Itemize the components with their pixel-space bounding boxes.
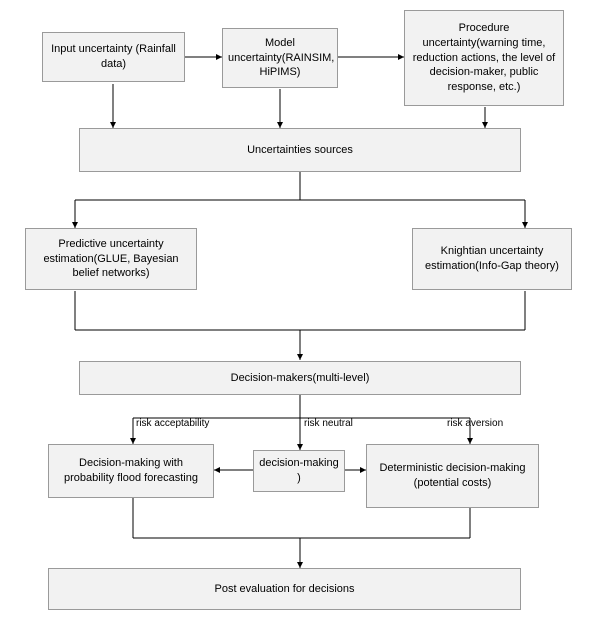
- node-knightian-uncertainty-label: Knightian uncertainty estimation(Info-Gap theory): [425, 245, 559, 272]
- node-probability-flood-forecasting[interactable]: [48, 444, 214, 498]
- node-uncertainties-sources[interactable]: [79, 128, 521, 172]
- node-procedure-uncertainty-label: Procedure uncertainty(warning time, reduction actions, the level of decision-maker, public response, etc.): [412, 21, 556, 94]
- node-decision-makers-label: Decision-makers(multi-level): [230, 371, 370, 384]
- edge-label-risk-acceptability: [136, 418, 209, 429]
- edge-label-risk-aversion: [447, 418, 503, 429]
- node-procedure-uncertainty[interactable]: [404, 10, 564, 106]
- node-input-uncertainty-label: Input uncertainty (Rainfall data): [51, 43, 176, 70]
- edge-label-risk-acceptability-text: risk acceptability: [136, 418, 210, 429]
- node-deterministic-decision-making-label: Deterministic decision-making (potential costs): [379, 462, 526, 489]
- edge-label-risk-neutral: [304, 418, 353, 429]
- node-input-uncertainty[interactable]: [42, 32, 185, 82]
- node-deterministic-decision-making[interactable]: [366, 444, 539, 508]
- node-post-evaluation[interactable]: [48, 568, 521, 610]
- node-uncertainties-sources-label: Uncertainties sources: [247, 143, 353, 156]
- node-decision-making-label: decision-making ): [259, 457, 339, 484]
- node-decision-making[interactable]: [253, 450, 345, 492]
- node-post-evaluation-label: Post evaluation for decisions: [214, 582, 355, 595]
- node-predictive-uncertainty[interactable]: [25, 228, 197, 290]
- edge-label-risk-aversion-text: risk aversion: [447, 418, 504, 429]
- node-model-uncertainty[interactable]: [222, 28, 338, 88]
- node-probability-flood-forecasting-label: Decision-making with probability flood forecasting: [64, 457, 198, 484]
- node-decision-makers[interactable]: [79, 361, 521, 395]
- node-model-uncertainty-label: Model uncertainty(RAINSIM, HiPIMS): [228, 36, 335, 79]
- node-predictive-uncertainty-label: Predictive uncertainty estimation(GLUE, Bayesian belief networks): [43, 237, 179, 280]
- node-knightian-uncertainty[interactable]: [412, 228, 572, 290]
- edge-label-risk-neutral-text: risk neutral: [304, 418, 353, 429]
